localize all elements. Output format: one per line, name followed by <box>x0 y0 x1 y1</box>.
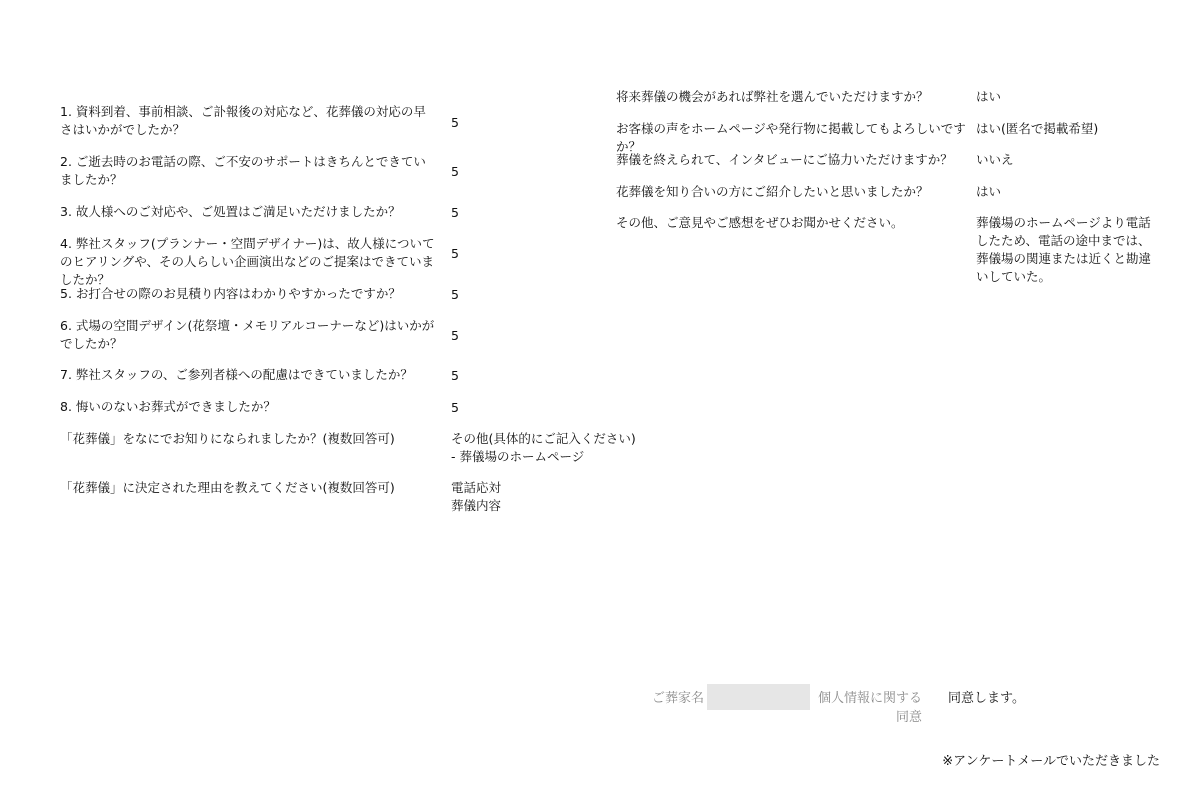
privacy-consent-value: 同意します。 <box>948 691 1025 706</box>
family-name-field <box>707 684 810 710</box>
answer-5: 5 <box>451 287 459 302</box>
question-7: 7. 弊社スタッフの、ご参列者様への配慮はできていましたか？ <box>60 367 413 382</box>
privacy-label-2: 同意 <box>896 710 923 725</box>
answer-interview: いいえ <box>976 152 1014 167</box>
answer-4: 5 <box>451 246 459 261</box>
answer-1: 5 <box>451 115 459 130</box>
privacy-label: 個人情報に関する <box>818 691 923 706</box>
answer-7: 5 <box>451 368 459 383</box>
question-6: 6. 式場の空間デザイン(花祭壇・メモリアルコーナーなど)はいかがでしたか？ <box>60 318 435 351</box>
question-source: 「花葬儀」をなにでお知りになられましたか？(複数回答可) <box>60 431 395 446</box>
answer-2: 5 <box>451 164 459 179</box>
question-publish: お客様の声をホームページや発行物に掲載してもよろしいですか？ <box>616 121 966 154</box>
answer-source-1: その他(具体的にご記入ください) <box>451 431 636 446</box>
answer-referral: はい <box>976 184 1002 199</box>
question-2: 2. ご逝去時のお電話の際、ご不安のサポートはきちんとできていましたか？ <box>60 154 426 187</box>
question-3: 3. 故人様へのご対応や、ご処置はご満足いただけましたか？ <box>60 204 401 219</box>
question-referral: 花葬儀を知り合いの方にご紹介したいと思いましたか？ <box>616 184 929 199</box>
answer-8: 5 <box>451 400 459 415</box>
question-comments: その他、ご意見やご感想をぜひお聞かせください。 <box>616 215 904 230</box>
answer-reason-1: 電話応対 <box>451 480 502 495</box>
family-name-label: ご葬家名 <box>652 691 705 706</box>
answer-6: 5 <box>451 328 459 343</box>
question-4: 4. 弊社スタッフ(プランナー・空間デザイナー)は、故人様についてのヒアリングや、その人らしい企画演出などのご提案はできていましたか？ <box>60 236 435 287</box>
answer-comments: 葬儀場のホームページより電話したため、電話の途中までは、葬儀場の関連または近くと勘違いしていた。 <box>976 215 1152 284</box>
question-5: 5. お打合せの際のお見積り内容はわかりやすかったですか？ <box>60 286 401 301</box>
answer-3: 5 <box>451 205 459 220</box>
question-8: 8. 悔いのないお葬式ができましたか？ <box>60 399 276 414</box>
question-revisit: 将来葬儀の機会があれば弊社を選んでいただけますか？ <box>616 89 929 104</box>
question-1: 1. 資料到着、事前相談、ご訃報後の対応など、花葬儀の対応の早さはいかがでしたか？ <box>60 104 426 137</box>
question-reason: 「花葬儀」に決定された理由を教えてください(複数回答可) <box>60 480 395 495</box>
source-note: ※アンケートメールでいただきました <box>942 754 1160 769</box>
answer-revisit: はい <box>976 89 1002 104</box>
answer-source-2: - 葬儀場のホームページ <box>451 449 585 464</box>
answer-publish: はい(匿名で掲載希望) <box>976 121 1099 136</box>
question-interview: 葬儀を終えられて、インタビューにご協力いただけますか？ <box>616 152 953 167</box>
answer-reason-2: 葬儀内容 <box>451 498 502 513</box>
